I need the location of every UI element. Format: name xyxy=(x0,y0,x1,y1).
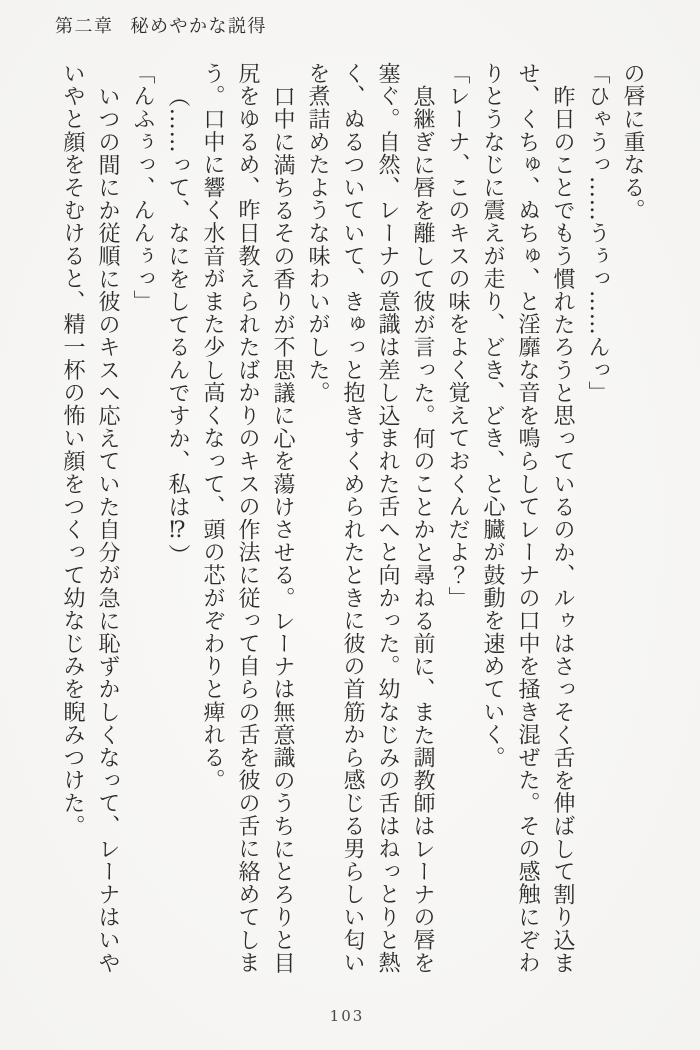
running-header xyxy=(55,12,267,38)
text-line: せ、くちゅ、ぬちゅ、と淫靡な音を鳴らしてレーナの口中を掻き混ぜた。その感触にぞわ xyxy=(515,62,540,974)
text-line: 「レーナ、このキスの味をよく覚えておくんだよ？」 xyxy=(445,62,470,610)
text-line: う。口中に響く水音がまた少し高くなって、頭の芯がぞわりと痺れる。 xyxy=(200,62,225,792)
text-line: 息継ぎに唇を離して彼が言った。何のことかと尋ねる前に、また調教師はレーナの唇を xyxy=(410,85,435,975)
text-line: （……って、なにをしてるんですか、私は⁉） xyxy=(165,85,190,567)
text-line: 口中に満ちるその香りが不思議に心を蕩けさせる。レーナは無意識のうちにとろりと目 xyxy=(270,85,295,975)
text-line: 尻をゆるめ、昨日教えられたばかりのキスの作法に従って自らの舌を彼の舌に絡めてしま xyxy=(235,62,260,974)
text-line: 塞ぐ。自然、レーナの意識は差し込まれた舌へと向かった。幼なじみの舌はねっとりと熱 xyxy=(375,62,400,974)
text-line: りとうなじに震えが走り、どき、どき、と心臓が鼓動を速めていく。 xyxy=(480,62,505,769)
text-line: 「ひゃうっ……うぅっ……んっ」 xyxy=(585,62,610,404)
text-line: を煮詰めたような味わいがした。 xyxy=(305,62,330,404)
text-line: 「んふぅっ、んんぅっ」 xyxy=(130,62,155,313)
body-text xyxy=(55,62,650,978)
page-number: 103 xyxy=(329,1007,365,1025)
text-line: いつの間にか従順に彼のキスへ応えていた自分が急に恥ずかしくなって、レーナはいや xyxy=(95,85,120,975)
text-line: 昨日のことでもう慣れたろうと思っているのか、ルゥはさっそく舌を伸ばして割り込ま xyxy=(550,85,575,975)
text-line: く、ぬるついていて、きゅっと抱きすくめられたときに彼の首筋から感じる男らしい匂い xyxy=(340,62,365,974)
chapter-title: 秘めやかな説得 xyxy=(130,16,267,37)
text-line: いやと顔をそむけると、精一杯の怖い顔をつくって幼なじみを睨みつけた。 xyxy=(60,62,85,838)
chapter-number: 第二章 xyxy=(55,16,114,37)
text-line: の唇に重なる。 xyxy=(620,62,645,222)
